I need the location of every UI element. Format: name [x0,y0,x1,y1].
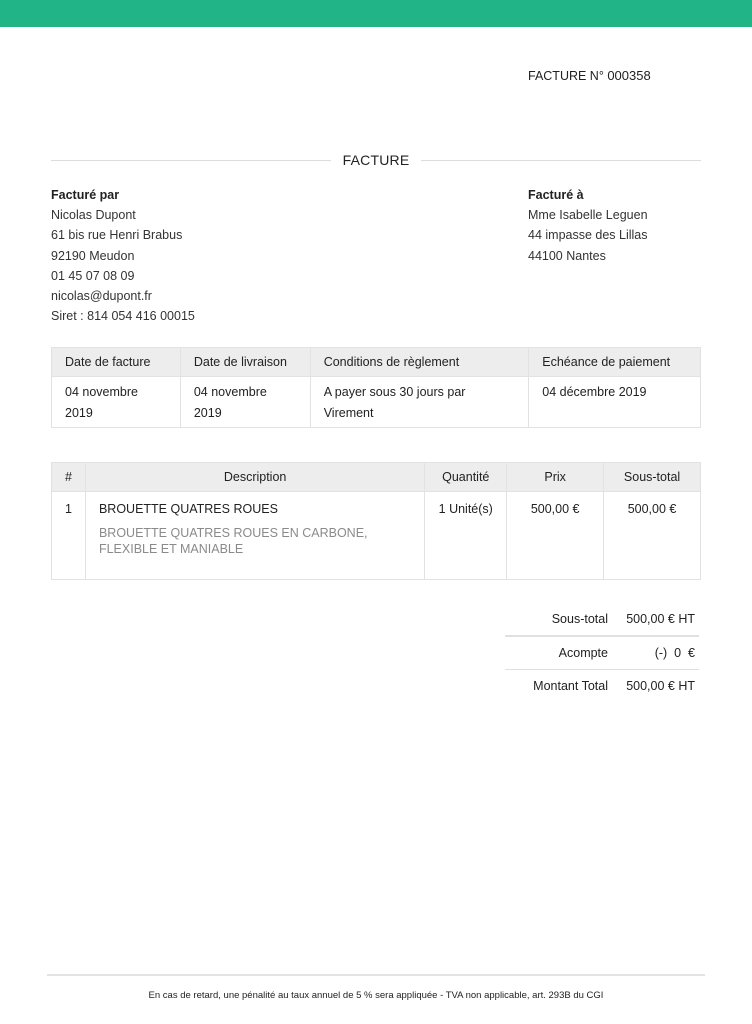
invoice-dates-table [51,347,701,428]
billed-to-city: 44100 Nantes [528,248,606,263]
deposit-value: (-) 0 € [654,646,695,660]
billed-to-block [528,185,648,266]
title-divider-left [51,160,331,161]
dates-header-row [52,348,701,377]
invoice-number-value: 000358 [607,68,651,83]
header-index: # [52,463,86,492]
billed-by-heading: Facturé par [51,188,120,202]
header-accent-bar [0,0,752,27]
billed-by-siret: Siret : 814 054 416 00015 [51,309,195,324]
items-header-row [52,463,701,492]
deposit-label: Acompte [558,646,608,660]
billed-to-heading: Facturé à [528,188,584,202]
invoice-date-value: 04 novembre 2019 [52,377,181,428]
document-title: FACTURE [342,152,410,168]
subtotal-value: 500,00 € HT [626,612,695,626]
footer-legal-notice: En cas de retard, une pénalité au taux annuel de 5 % sera appliquée - TVA non applicable, art. 293B du CGI [148,990,604,1001]
subtotal-label: Sous-total [551,612,608,626]
total-value: 500,00 € HT [626,679,695,693]
header-delivery-date: Date de livraison [180,348,310,377]
header-payment-terms: Conditions de règlement [310,348,529,377]
billed-by-phone: 01 45 07 08 09 [51,268,135,283]
dates-values-row [52,377,701,428]
document-title-row [51,150,701,170]
billed-to-name: Mme Isabelle Leguen [528,208,648,223]
total-row [505,672,699,700]
item-price: 500,00 € [507,492,604,580]
item-detail: BROUETTE QUATRES ROUES EN CARBONE, FLEXIBLE ET MANIABLE [98,526,368,556]
due-date-value: 04 décembre 2019 [529,377,701,428]
totals-divider [505,635,699,637]
line-items-table [51,462,701,580]
item-quantity: 1 Unité(s) [425,492,507,580]
footer-divider [47,974,705,976]
header-price: Prix [507,463,604,492]
billed-by-block [51,185,195,326]
invoice-number [528,68,651,83]
item-subtotal: 500,00 € [604,492,701,580]
billed-to-street: 44 impasse des Lillas [528,228,648,243]
header-description: Description [85,463,424,492]
item-name: BROUETTE QUATRES ROUES [98,502,278,516]
delivery-date-value: 04 novembre 2019 [180,377,310,428]
deposit-row [505,639,699,667]
billed-by-street: 61 bis rue Henri Brabus [51,228,183,243]
table-row [52,492,701,580]
subtotal-row [505,605,699,633]
billed-by-name: Nicolas Dupont [51,208,136,223]
invoice-number-label: FACTURE N° [528,69,604,83]
billed-by-city: 92190 Meudon [51,248,135,263]
payment-terms-value: A payer sous 30 jours par Virement [310,377,529,428]
total-label: Montant Total [533,679,608,693]
item-description-cell [85,492,424,580]
item-index: 1 [52,492,86,580]
title-divider-right [421,160,701,161]
header-invoice-date: Date de facture [52,348,181,377]
header-due-date: Echéance de paiement [529,348,701,377]
header-subtotal: Sous-total [604,463,701,492]
totals-divider [505,669,699,670]
totals-block [505,605,699,700]
billed-by-email: nicolas@dupont.fr [51,289,152,304]
header-quantity: Quantité [425,463,507,492]
